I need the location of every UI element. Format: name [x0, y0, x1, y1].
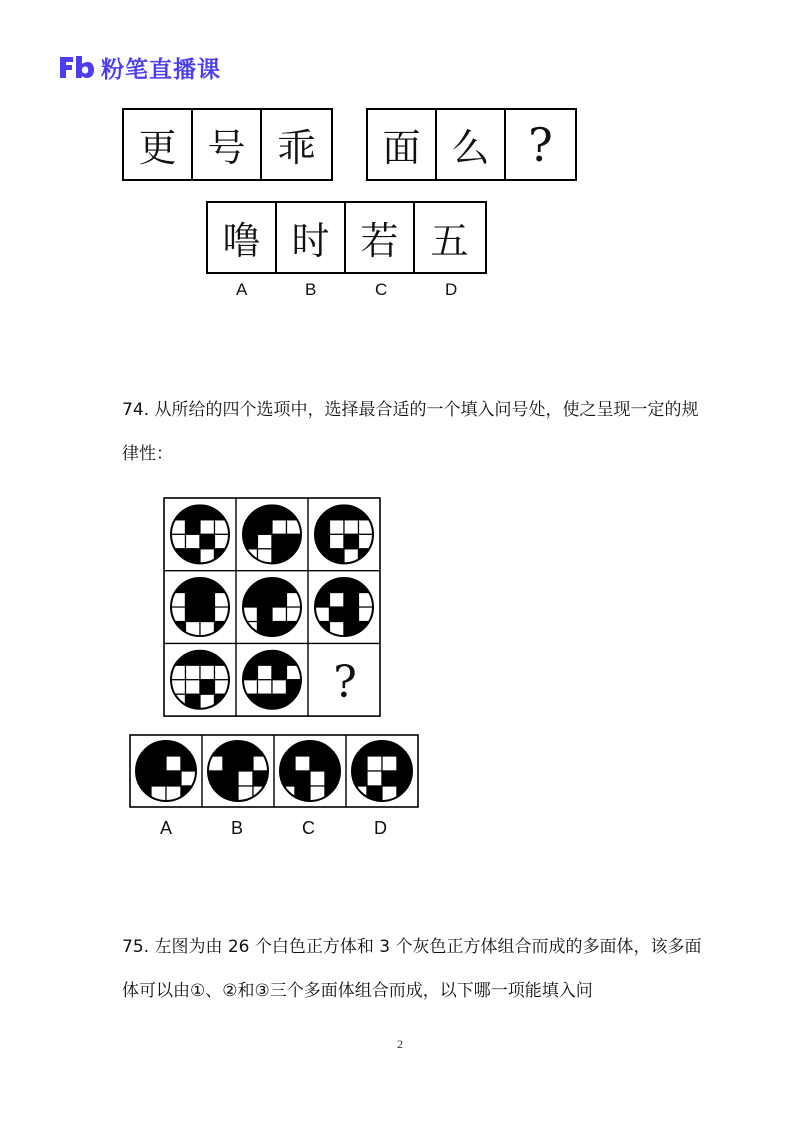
q74-label-b: B [231, 818, 244, 838]
q73-row1-cell: 乖 [277, 126, 316, 170]
q74-grid-figure [171, 651, 229, 709]
q73-option-b: 时 [277, 203, 346, 272]
q73-option-d: 五 [430, 219, 469, 263]
q74-question-mark: ? [333, 657, 357, 708]
q74-grid-figure [171, 578, 229, 636]
q74-grid-figure [243, 651, 301, 709]
q73-question-mark: ? [528, 117, 553, 172]
q73-label-d: D [445, 280, 458, 299]
page-number: 2 [397, 1037, 403, 1051]
q74-options-layer [130, 735, 418, 807]
q74-option-figure [280, 741, 340, 801]
q74-label-d: D [374, 818, 387, 838]
q73-label-b: B [305, 280, 317, 299]
q73-label-a: A [236, 280, 248, 299]
q74-question-text: 74. 从所给的四个选项中，选择最合适的一个填入问号处，使之呈现一定的规律性： [122, 400, 699, 464]
q73-row1-cell: 更 [124, 110, 193, 179]
q75-question-text: 75. 左图为由 26 个白色正方体和 3 个灰色正方体组合而成的多面体，该多面体可以由①、②和③三个多面体组合而成，以下哪一项能填入问 [122, 937, 702, 1001]
q74-grid-figure [243, 505, 301, 563]
q74-option-figure [136, 741, 196, 801]
q74-grid-figure [315, 505, 373, 563]
q73-option-c: 若 [346, 203, 415, 272]
q74-grid-figure [171, 505, 229, 563]
logo-text: 粉笔直播课 [101, 56, 221, 83]
q73-label-c: C [375, 280, 388, 299]
q73-row2-cell: 面 [368, 110, 437, 179]
q73-option-a: 噜 [208, 203, 277, 272]
q74-label-a: A [160, 818, 173, 838]
q74-label-c: C [302, 818, 315, 838]
q74-grid-figure [243, 578, 301, 636]
q73-row2-cell: 么 [437, 110, 506, 179]
q74-option-figure [208, 741, 268, 801]
q73-row1-cell: 号 [193, 110, 262, 179]
q74-grid-figure [315, 578, 373, 636]
q74-option-figure [352, 741, 412, 801]
